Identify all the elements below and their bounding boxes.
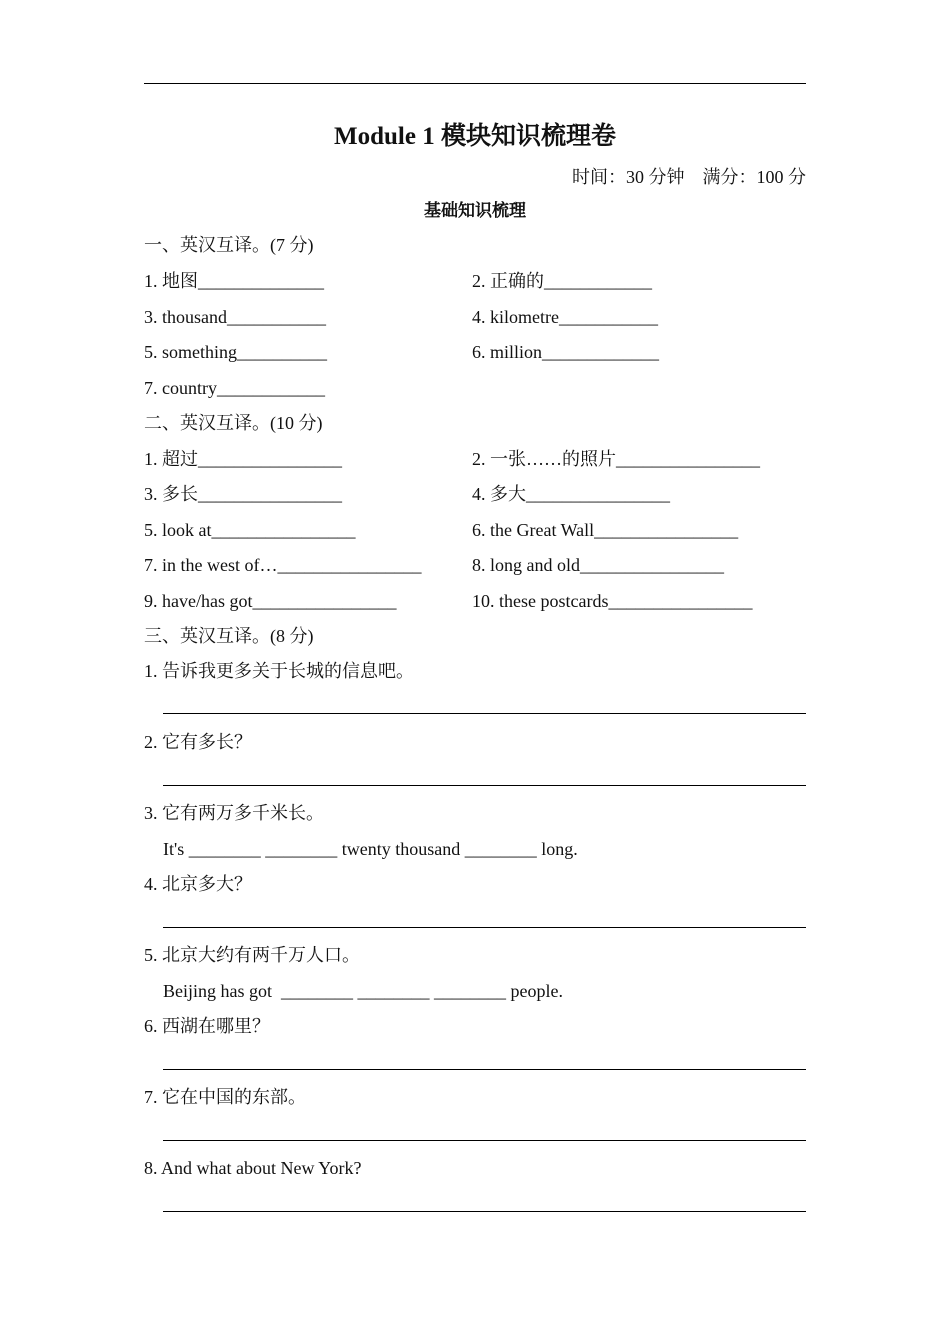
section1-item: 7. country____________ (144, 378, 325, 398)
section2-row (144, 481, 806, 507)
section2-item: 1. 超过________________ (144, 449, 342, 469)
section2-row (144, 446, 806, 472)
question-3: 3. 它有两万多千米长。 (144, 803, 324, 823)
section1-item: 5. something__________ (144, 342, 327, 362)
question-1: 1. 告诉我更多关于长城的信息吧。 (144, 661, 414, 681)
section1-item: 1. 地图______________ (144, 271, 324, 291)
answer-line-1[interactable] (163, 713, 806, 714)
section2-item: 7. in the west of…________________ (144, 555, 422, 575)
section1-item: 4. kilometre___________ (472, 307, 658, 327)
section2-item: 2. 一张……的照片________________ (472, 449, 760, 469)
fill-in-5[interactable]: Beijing has got ________ ________ ________ people. (163, 981, 563, 1001)
question-6: 6. 西湖在哪里？ (144, 1016, 270, 1036)
section2-heading: 二、英汉互译。(10 分) (144, 413, 323, 433)
question-2: 2. 它有多长？ (144, 732, 252, 752)
section3-heading: 三、英汉互译。(8 分) (144, 626, 314, 646)
page-title: Module 1 模块知识梳理卷 (334, 123, 616, 150)
section2-item: 6. the Great Wall________________ (472, 520, 739, 540)
section2-item: 8. long and old________________ (472, 555, 724, 575)
section1-heading: 一、英汉互译。(7 分) (144, 235, 314, 255)
fill-in-3[interactable]: It's ________ ________ twenty thousand ________ long. (163, 839, 578, 859)
question-4: 4. 北京多大？ (144, 874, 252, 894)
section2-row (144, 517, 806, 543)
section2-row (144, 588, 806, 614)
answer-line-2[interactable] (163, 785, 806, 786)
question-5: 5. 北京大约有两千万人口。 (144, 945, 360, 965)
answer-line-4[interactable] (163, 927, 806, 928)
answer-line-7[interactable] (163, 1140, 806, 1141)
answer-line-6[interactable] (163, 1069, 806, 1070)
section1-item: 3. thousand___________ (144, 307, 326, 327)
time-score-info: 时间：30 分钟 满分：100 分 (572, 167, 806, 187)
section2-item: 3. 多长________________ (144, 484, 342, 504)
section1-row (144, 304, 806, 330)
section1-row (144, 339, 806, 365)
section2-item: 10. these postcards________________ (472, 591, 753, 611)
answer-line-8[interactable] (163, 1211, 806, 1212)
section1-row (144, 375, 806, 401)
question-7: 7. 它在中国的东部。 (144, 1087, 306, 1107)
section2-item: 9. have/has got________________ (144, 591, 397, 611)
section1-item: 2. 正确的____________ (472, 271, 652, 291)
section1-item: 6. million_____________ (472, 342, 660, 362)
section1-row (144, 268, 806, 294)
section2-item: 5. look at________________ (144, 520, 356, 540)
section2-row (144, 552, 806, 578)
header-rule (144, 83, 806, 84)
section2-item: 4. 多大________________ (472, 484, 670, 504)
question-8: 8. And what about New York? (144, 1158, 362, 1178)
section-subtitle: 基础知识梳理 (424, 201, 526, 220)
